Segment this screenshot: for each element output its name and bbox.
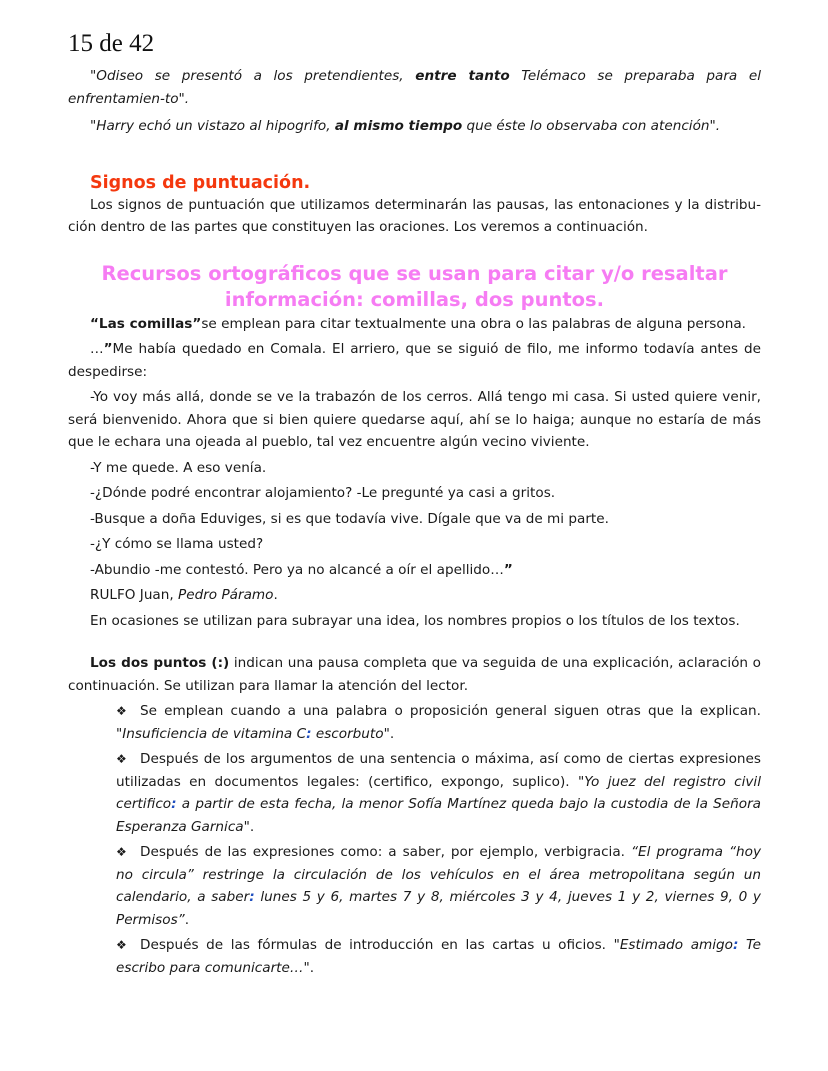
colon-highlight: : [171, 796, 177, 812]
list-item [116, 934, 761, 979]
quote-paragraph [68, 559, 761, 582]
bullet-text: Después de las fórmulas de introducción en las cartas u oficios. " [140, 937, 620, 953]
connector-highlight: al mismo tiempo [334, 118, 463, 134]
connector-highlight: entre tanto [415, 68, 510, 84]
quote-paragraph [68, 338, 761, 383]
bullet-example: Yo juez del registro civil certifico [116, 773, 761, 812]
citation-end: . [273, 587, 278, 603]
dos-puntos-uses-list [68, 700, 761, 979]
comillas-term: “Las comillas” [90, 315, 202, 332]
bullet-example: a partir de esta fecha, la menor Sofía Martínez queda bajo la custodia de la Señora Esperanza Garnica [116, 796, 761, 835]
bullet-text: Después de los argumentos de una sentencia o máxima, así como de ciertas expresiones utilizadas en documentos legales: (certifico, expongo, suplico). " [116, 751, 761, 790]
citation [68, 584, 761, 607]
example-paragraph-harry [68, 115, 761, 138]
ellipsis: … [90, 341, 104, 357]
bullet-example: Te escribo para comunicarte… [116, 937, 761, 976]
bullet-end: ". [383, 725, 395, 742]
example-text: que éste lo observaba con atención". [462, 118, 721, 134]
quote-text: -Abundio -me contestó. Pero ya no alcancé a oír el apellido… [90, 561, 504, 578]
dos-puntos-term: Los dos puntos (:) [90, 655, 230, 671]
quote-mark-close: ” [503, 561, 513, 578]
list-item [116, 700, 761, 745]
colon-highlight: : [733, 937, 739, 953]
diamond-bullet-icon: ❖ [116, 704, 127, 718]
section-body-puntuacion: Los signos de puntuación que utilizamos determinarán las pausas, las entonaciones y la distribu-ción dentro de las partes que constituyen las oraciones. Los veremos a continuación. [68, 196, 761, 235]
bullet-example: lunes 5 y 6, martes 7 y 8, miércoles 3 y 4, jueves 1 y 2, viernes 9, 0 y Permisos” [116, 889, 761, 928]
bullet-example: escorbuto [311, 725, 384, 742]
colon-highlight: : [306, 725, 312, 742]
example-paragraph-odiseo [68, 65, 761, 110]
comillas-definition [68, 313, 761, 336]
comillas-note: En ocasiones se utilizan para subrayar una idea, los nombres propios o los títulos de los textos. [90, 612, 740, 629]
colon-highlight: : [249, 889, 255, 905]
bullet-end: . [184, 911, 190, 928]
quote-mark-open: ” [103, 341, 113, 357]
bullet-example: Insuficiencia de vitamina C [122, 725, 307, 742]
dos-puntos-def: indican una pausa completa que va seguida de una explicación, aclaración o continuación. Se utilizan para llamar la atención del lector. [68, 655, 761, 694]
comillas-def-text: se emplean para citar textualmente una obra o las palabras de alguna persona. [201, 315, 746, 332]
example-text: "Odiseo se presentó a los pretendientes, [90, 68, 416, 84]
citation-author: RULFO Juan, [90, 587, 179, 603]
diamond-bullet-icon: ❖ [116, 752, 127, 766]
list-item [116, 841, 761, 931]
bullet-example: Estimado amigo [619, 937, 733, 953]
example-text: "Harry echó un vistazo al hipogrifo, [90, 118, 335, 134]
quote-paragraph: -Yo voy más allá, donde se ve la trabazón de los cerros. Allá tengo mi casa. Si usted quiere venir, será bienvenido. Ahora que si bien quiere quedarse aquí, ahí se lo haiga; aunque no estaría de más que le echara una ojeada al pueblo, tal vez encuentre algún vecino viviente. [68, 389, 761, 450]
page-content [68, 65, 761, 982]
bullet-text: Después de las expresiones como: a saber, por ejemplo, verbigracia. [140, 844, 631, 860]
list-item [116, 748, 761, 838]
bullet-example: “El programa “hoy no circula” restringe la circulación de los vehículos en el área metropolitana según un calendario, a saber [116, 844, 761, 905]
section-heading-puntuacion: Signos de puntuación. [90, 172, 311, 193]
bullet-end: ". [303, 959, 315, 976]
bullet-text: Se emplean cuando a una palabra o proposición general siguen otras que la explican. " [116, 703, 761, 742]
example-text: Telémaco se preparaba para el enfrentamien-to". [68, 68, 761, 107]
diamond-bullet-icon: ❖ [116, 938, 127, 952]
quote-paragraph: -Y me quede. A eso venía. [90, 459, 267, 476]
quote-paragraph: -Busque a doña Eduviges, si es que todavía vive. Dígale que va de mi parte. [90, 510, 609, 527]
quote-paragraph: -¿Dónde podré encontrar alojamiento? -Le pregunté ya casi a gritos. [90, 485, 556, 501]
section-heading-recursos: Recursos ortográficos que se usan para citar y/o resaltar información: comillas, dos puntos. [101, 261, 728, 311]
dos-puntos-definition [68, 652, 761, 697]
quote-text: Me había quedado en Comala. El arriero, que se siguió de filo, me informo todavía antes de despedirse: [68, 341, 761, 380]
citation-work: Pedro Páramo [178, 587, 274, 603]
page-number: 15 de 42 [68, 30, 155, 57]
diamond-bullet-icon: ❖ [116, 845, 127, 859]
quote-paragraph: -¿Y cómo se llama usted? [90, 536, 264, 552]
bullet-end: ". [243, 818, 255, 835]
